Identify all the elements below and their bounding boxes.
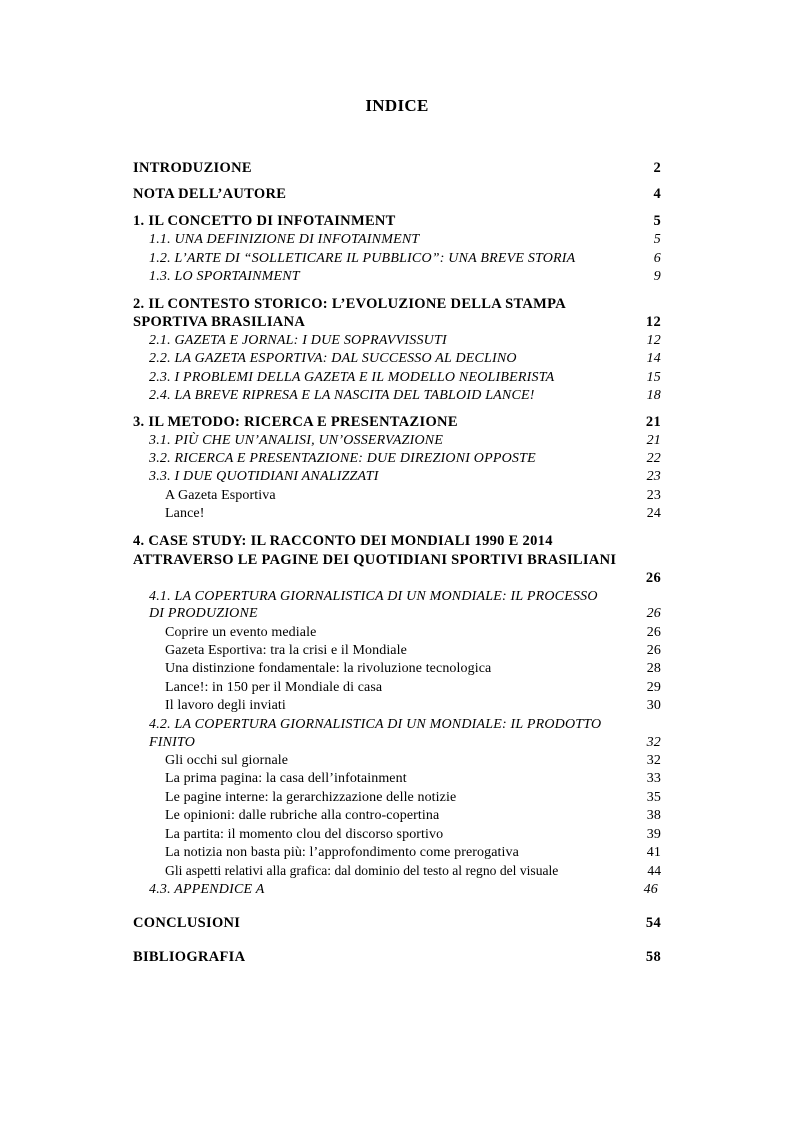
toc-entry-page: 15 bbox=[646, 370, 661, 385]
toc-entry-label: 2.1. GAZETA E JORNAL: I DUE SOPRAVVISSUTI bbox=[149, 333, 447, 348]
toc-entry-label: 1.1. UNA DEFINIZIONE DI INFOTAINMENT bbox=[149, 232, 420, 247]
toc-section-3-2[interactable] bbox=[149, 451, 661, 467]
toc-chapter-2[interactable] bbox=[133, 314, 661, 331]
toc-entry-page: 32 bbox=[646, 735, 661, 750]
toc-entry-page: 5 bbox=[653, 232, 661, 247]
toc-entry-label: La notizia non basta più: l’approfondimento come prerogativa bbox=[165, 845, 519, 860]
toc-entry-page: 39 bbox=[646, 827, 661, 842]
toc-chapter-1[interactable] bbox=[133, 213, 661, 230]
toc-entry-page: 32 bbox=[646, 753, 661, 768]
toc-entry-page: 35 bbox=[646, 790, 661, 805]
toc-entry-label: INTRODUZIONE bbox=[133, 160, 252, 176]
toc-subentry[interactable] bbox=[165, 643, 661, 659]
toc-entry-label: Gli occhi sul giornale bbox=[165, 753, 289, 768]
toc-entry-label: Gli aspetti relativi alla grafica: dal dominio del testo al regno del visuale bbox=[165, 863, 559, 878]
toc-entry-page: 26 bbox=[646, 606, 661, 621]
toc-entry-label: Coprire un evento mediale bbox=[165, 625, 317, 640]
toc-entry-page: 21 bbox=[645, 414, 661, 430]
toc-section-4-1-line1[interactable]: 4.1. LA COPERTURA GIORNALISTICA DI UN MONDIALE: IL PROCESSO bbox=[149, 589, 598, 604]
toc-entry-page: 38 bbox=[646, 808, 661, 823]
toc-chapter-4-line1[interactable]: 4. CASE STUDY: IL RACCONTO DEI MONDIALI 1990 E 2014 bbox=[133, 533, 553, 549]
toc-entry-label: CONCLUSIONI bbox=[133, 915, 241, 931]
toc-entry-page: 41 bbox=[646, 845, 661, 860]
toc-subentry[interactable] bbox=[165, 771, 661, 787]
toc-entry-label: 1.3. LO SPORTAINMENT bbox=[149, 269, 300, 284]
toc-entry-label: A Gazeta Esportiva bbox=[165, 488, 276, 503]
toc-entry-label: 3.2. RICERCA E PRESENTAZIONE: DUE DIREZIONI OPPOSTE bbox=[149, 451, 536, 466]
toc-entry-label: La prima pagina: la casa dell’infotainment bbox=[165, 771, 407, 786]
toc-section-3-3[interactable] bbox=[149, 469, 661, 485]
toc-entry-page: 23 bbox=[646, 469, 661, 484]
toc-entry-page: 58 bbox=[645, 949, 661, 965]
toc-subentry[interactable] bbox=[165, 625, 661, 641]
toc-chapter-4-line2[interactable]: ATTRAVERSO LE PAGINE DEI QUOTIDIANI SPORTIVI BRASILIANI bbox=[133, 552, 617, 568]
toc-entry-label: 3.1. PIÙ CHE UN’ANALISI, UN’OSSERVAZIONE bbox=[149, 433, 444, 448]
toc-entry-label: 3. IL METODO: RICERCA E PRESENTAZIONE bbox=[133, 414, 458, 430]
toc-entry-label: 2.2. LA GAZETA ESPORTIVA: DAL SUCCESSO AL DECLINO bbox=[149, 351, 517, 366]
toc-chapter-4-page: 26 bbox=[645, 570, 661, 586]
toc-entry-page: 24 bbox=[646, 506, 661, 521]
toc-entry-label: SPORTIVA BRASILIANA bbox=[133, 314, 306, 330]
toc-entry-page: 18 bbox=[646, 388, 661, 403]
toc-entry-label: Le pagine interne: la gerarchizzazione delle notizie bbox=[165, 790, 457, 805]
toc-entry-page: 14 bbox=[646, 351, 661, 366]
toc-entry-label: 1.2. L’ARTE DI “SOLLETICARE IL PUBBLICO”: UNA BREVE STORIA bbox=[149, 251, 576, 266]
toc-entry-label: La partita: il momento clou del discorso sportivo bbox=[165, 827, 444, 842]
toc-section-2-2[interactable] bbox=[149, 351, 661, 367]
toc-chapter-2-line1[interactable]: 2. IL CONTESTO STORICO: L’EVOLUZIONE DELLA STAMPA bbox=[133, 296, 567, 312]
toc-subentry[interactable] bbox=[165, 698, 661, 714]
toc-entry-label: Le opinioni: dalle rubriche alla contro-copertina bbox=[165, 808, 440, 823]
toc-section-3-1[interactable] bbox=[149, 433, 661, 449]
toc-section-1-1[interactable] bbox=[149, 232, 661, 248]
toc-section-2-1[interactable] bbox=[149, 333, 661, 349]
toc-entry-label: FINITO bbox=[149, 735, 196, 750]
toc-entry-page: 4 bbox=[653, 186, 661, 202]
toc-entry-label: NOTA DELL’AUTORE bbox=[133, 186, 287, 202]
toc-subentry[interactable] bbox=[165, 506, 661, 522]
toc-entry-nota-autore[interactable] bbox=[133, 186, 661, 203]
toc-entry-page: 26 bbox=[646, 643, 661, 658]
toc-entry-page: 6 bbox=[653, 251, 661, 266]
toc-title: INDICE bbox=[365, 96, 429, 115]
toc-subentry[interactable] bbox=[165, 808, 661, 824]
toc-entry-page: 5 bbox=[653, 213, 661, 229]
toc-section-4-2-line1[interactable]: 4.2. LA COPERTURA GIORNALISTICA DI UN MONDIALE: IL PRODOTTO bbox=[149, 717, 602, 732]
toc-entry-page: 28 bbox=[646, 661, 661, 676]
toc-entry-page: 44 bbox=[647, 863, 661, 878]
toc-subentry[interactable] bbox=[165, 790, 661, 806]
toc-entry-label: DI PRODUZIONE bbox=[149, 606, 258, 621]
toc-chapter-3[interactable] bbox=[133, 414, 661, 431]
toc-entry-page: 54 bbox=[645, 915, 661, 931]
toc-section-2-4[interactable] bbox=[149, 388, 661, 404]
toc-subentry[interactable] bbox=[165, 753, 661, 769]
toc-section-2-3[interactable] bbox=[149, 370, 661, 386]
toc-entry-page: 30 bbox=[646, 698, 661, 713]
toc-entry-label: Una distinzione fondamentale: la rivoluzione tecnologica bbox=[165, 661, 492, 676]
toc-entry-label: Gazeta Esportiva: tra la crisi e il Mondiale bbox=[165, 643, 407, 658]
toc-entry-label: BIBLIOGRAFIA bbox=[133, 949, 246, 965]
toc-entry-label: 3.3. I DUE QUOTIDIANI ANALIZZATI bbox=[149, 469, 379, 484]
toc-entry-page: 22 bbox=[646, 451, 661, 466]
toc-entry-page: 21 bbox=[646, 433, 661, 448]
toc-entry-page: 12 bbox=[646, 333, 661, 348]
toc-section-4-3[interactable] bbox=[149, 882, 658, 898]
toc-section-4-1[interactable] bbox=[149, 606, 661, 622]
toc-entry-page: 33 bbox=[646, 771, 661, 786]
toc-entry-label: 2.4. LA BREVE RIPRESA E LA NASCITA DEL TABLOID LANCE! bbox=[149, 388, 535, 403]
toc-entry-page: 9 bbox=[653, 269, 661, 284]
toc-entry-page: 12 bbox=[645, 314, 661, 330]
toc-entry-bibliografia[interactable] bbox=[133, 949, 661, 966]
toc-subentry[interactable] bbox=[165, 680, 661, 696]
toc-entry-label: 4.3. APPENDICE A bbox=[149, 882, 265, 897]
toc-section-4-2[interactable] bbox=[149, 735, 661, 751]
toc-entry-page: 2 bbox=[653, 160, 661, 176]
toc-entry-page: 46 bbox=[643, 882, 658, 897]
toc-subentry[interactable] bbox=[165, 661, 661, 677]
toc-subentry[interactable] bbox=[165, 863, 661, 879]
toc-section-1-2[interactable] bbox=[149, 251, 661, 267]
toc-subentry[interactable] bbox=[165, 827, 661, 843]
toc-entry-conclusioni[interactable] bbox=[133, 915, 661, 932]
toc-section-1-3[interactable] bbox=[149, 269, 661, 285]
toc-entry-page: 26 bbox=[646, 625, 661, 640]
toc-entry-label: 2.3. I PROBLEMI DELLA GAZETA E IL MODELLO NEOLIBERISTA bbox=[149, 370, 555, 385]
toc-entry-page: 29 bbox=[646, 680, 661, 695]
toc-subentry[interactable] bbox=[165, 845, 661, 861]
toc-entry-label: Lance!: in 150 per il Mondiale di casa bbox=[165, 680, 383, 695]
toc-entry-label: 1. IL CONCETTO DI INFOTAINMENT bbox=[133, 213, 396, 229]
toc-entry-introduzione[interactable] bbox=[133, 160, 661, 177]
toc-entry-label: Lance! bbox=[165, 506, 205, 521]
toc-entry-page: 23 bbox=[646, 488, 661, 503]
toc-entry-label: Il lavoro degli inviati bbox=[165, 698, 286, 713]
toc-subentry[interactable] bbox=[165, 488, 661, 504]
